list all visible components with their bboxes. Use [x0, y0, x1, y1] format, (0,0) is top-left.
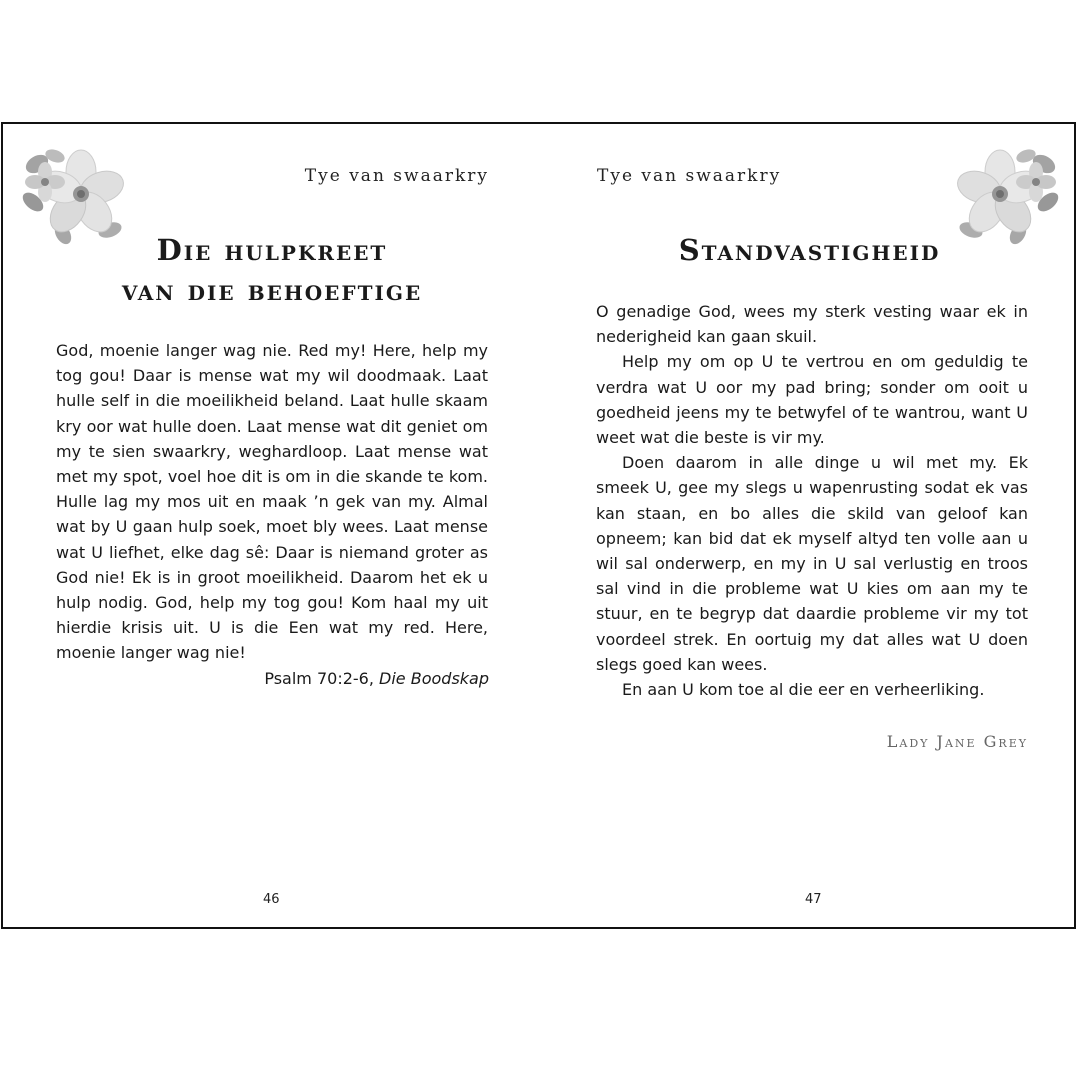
page-number: 46 [263, 892, 280, 907]
running-head: Tye van swaarkry [304, 166, 489, 186]
title-line-1: Standvastigheid [678, 233, 941, 267]
prayer-paragraph-1: O genadige God, wees my sterk vesting waar ek in nederigheid kan gaan skuil. [596, 302, 1028, 347]
title-line-2: van die behoeftige [121, 273, 423, 307]
page-title [3, 230, 541, 310]
body-text [56, 338, 488, 666]
page-title [541, 230, 1078, 270]
prayer-paragraph-3: Doen daarom in alle dinge u wil met my. Ek smeek U, gee my slegs u wapenrusting sodat ek vas kan staan, en bo alles die skild van geloof kan opneem; kan bid dat ek myself altyd ten volle aan u wil sal onderwerp, en my in U sal verlustig en troos sal vind in die probleme wat U kies om aan my te stuur, en te begryp dat daardie probleme vir my tot voordeel strek. En oortuig my dat alles wat U doen slegs goed kan wees. [596, 453, 1028, 674]
title-line-1: Die hulpkreet [156, 233, 388, 267]
running-head: Tye van swaarkry [597, 166, 782, 186]
book-spread [1, 122, 1076, 929]
citation-reference: Psalm 70:2-6, [264, 669, 380, 688]
right-page [541, 124, 1078, 927]
page-number: 47 [805, 892, 822, 907]
citation [264, 669, 489, 688]
citation-source: Die Boodskap [379, 669, 489, 688]
prayer-paragraph-2: Help my om op U te vertrou en om geduldig te verdra wat U oor my pad bring; sonder om ooit u goedheid jeens my te betwyfel of te wantrou, want U weet wat die beste is vir my. [596, 352, 1028, 448]
prayer-paragraph-4: En aan U kom toe al die eer en verheerliking. [622, 680, 985, 700]
author-name: Lady Jane Grey [886, 732, 1028, 751]
body-text [596, 299, 1028, 702]
left-page [3, 124, 541, 927]
psalm-paragraph: God, moenie langer wag nie. Red my! Here, help my tog gou! Daar is mense wat my wil doodmaak. Laat hulle self in die moeilikheid beland. Laat hulle skaam kry oor wat hulle doen. Laat mense wat dit geniet om my te sien swaarkry, weghardloop. Laat mense wat met my spot, voel hoe dit is om in die skande te kom. Hulle lag my mos uit en maak ’n gek van my. Almal wat by U gaan hulp soek, moet bly wees. Laat mense wat U liefhet, elke dag sê: Daar is niemand groter as God nie! Ek is in groot moeilikheid. Daarom het ek u hulp nodig. God, help my tog gou! Kom haal my uit hierdie krisis uit. U is die Een wat my red. Here, moenie langer wag nie! [56, 341, 488, 663]
